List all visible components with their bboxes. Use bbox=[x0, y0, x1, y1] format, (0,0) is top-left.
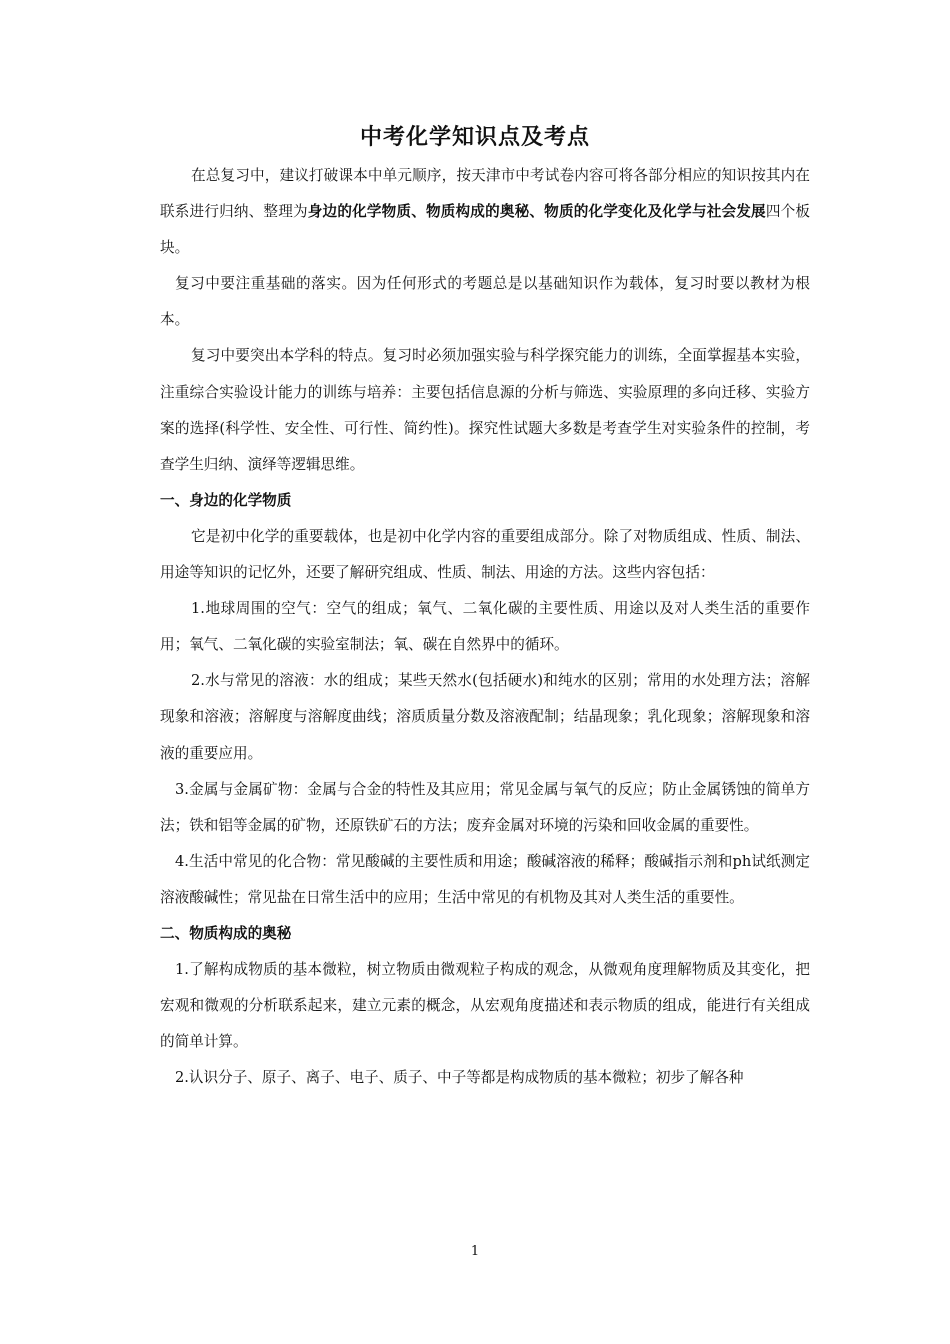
intro-bold-text: 身边的化学物质、物质构成的奥秘、物质的化学变化及化学与社会发展 bbox=[307, 203, 766, 221]
document-title: 中考化学知识点及考点 bbox=[359, 124, 590, 150]
section-heading-2: 二、物质构成的奥秘 bbox=[160, 924, 292, 942]
intro-paragraph-3: 复习中要突出本学科的特点。复习时必须加强实验与科学探究能力的训练，全面掌握基本实验，注重综合实验设计能力的训练与培养：主要包括信息源的分析与筛选、实验原理的多向迁移、实验方案的选择(科学性、安全性、可行性、简约性)。探究性试题大多数是考查学生对实验条件的控制，考查学生归纳、演绎等逻辑思维。 bbox=[160, 347, 810, 473]
section-1-item: 2.水与常见的溶液：水的组成；某些天然水(包括硬水)和纯水的区别；常用的水处理方法；溶解现象和溶液；溶解度与溶解度曲线；溶质质量分数及溶液配制；结晶现象；乳化现象；溶解现象和溶液的重要应用。 bbox=[160, 672, 810, 762]
intro-text: 在总复习中，建议打破课本中单元顺序，按天津市中考试卷内容可将各部分相应的知识按其内在联系进行归纳、整理为 bbox=[160, 167, 810, 221]
document-body bbox=[160, 158, 810, 1096]
page-number: 1 bbox=[470, 1244, 480, 1259]
section-1-intro: 它是初中化学的重要载体，也是初中化学内容的重要组成部分。除了对物质组成、性质、制法、用途等知识的记忆外，还要了解研究组成、性质、制法、用途的方法。这些内容包括： bbox=[160, 527, 810, 582]
section-1-item: 4.生活中常见的化合物：常见酸碱的主要性质和用途；酸碱溶液的稀释；酸碱指示剂和ph试纸测定溶液酸碱性；常见盐在日常生活中的应用；生活中常见的有机物及其对人类生活的重要性。 bbox=[160, 852, 810, 906]
section-1-item: 3.金属与金属矿物：金属与合金的特性及其应用；常见金属与氧气的反应；防止金属锈蚀的简单方法；铁和铝等金属的矿物，还原铁矿石的方法；废弃金属对环境的污染和回收金属的重要性。 bbox=[160, 780, 810, 834]
intro-text-end: 四个板块。 bbox=[160, 203, 810, 257]
section-2-item: 1.了解构成物质的基本微粒，树立物质由微观粒子构成的观念，从微观角度理解物质及其变化，把宏观和微观的分析联系起来，建立元素的概念，从宏观角度描述和表示物质的组成，能进行有关组成的简单计算。 bbox=[160, 961, 810, 1051]
section-2-item: 2.认识分子、原子、离子、电子、质子、中子等都是构成物质的基本微粒；初步了解各种 bbox=[175, 1069, 744, 1087]
intro-paragraph-1 bbox=[160, 158, 810, 266]
intro-paragraph-2: 复习中要注重基础的落实。因为任何形式的考题总是以基础知识作为载体，复习时要以教材为根本。 bbox=[160, 275, 810, 329]
section-heading-1: 一、身边的化学物质 bbox=[160, 491, 292, 509]
section-1-item: 1.地球周围的空气：空气的组成；氧气、二氧化碳的主要性质、用途以及对人类生活的重要作用；氧气、二氧化碳的实验室制法；氧、碳在自然界中的循环。 bbox=[160, 600, 810, 654]
